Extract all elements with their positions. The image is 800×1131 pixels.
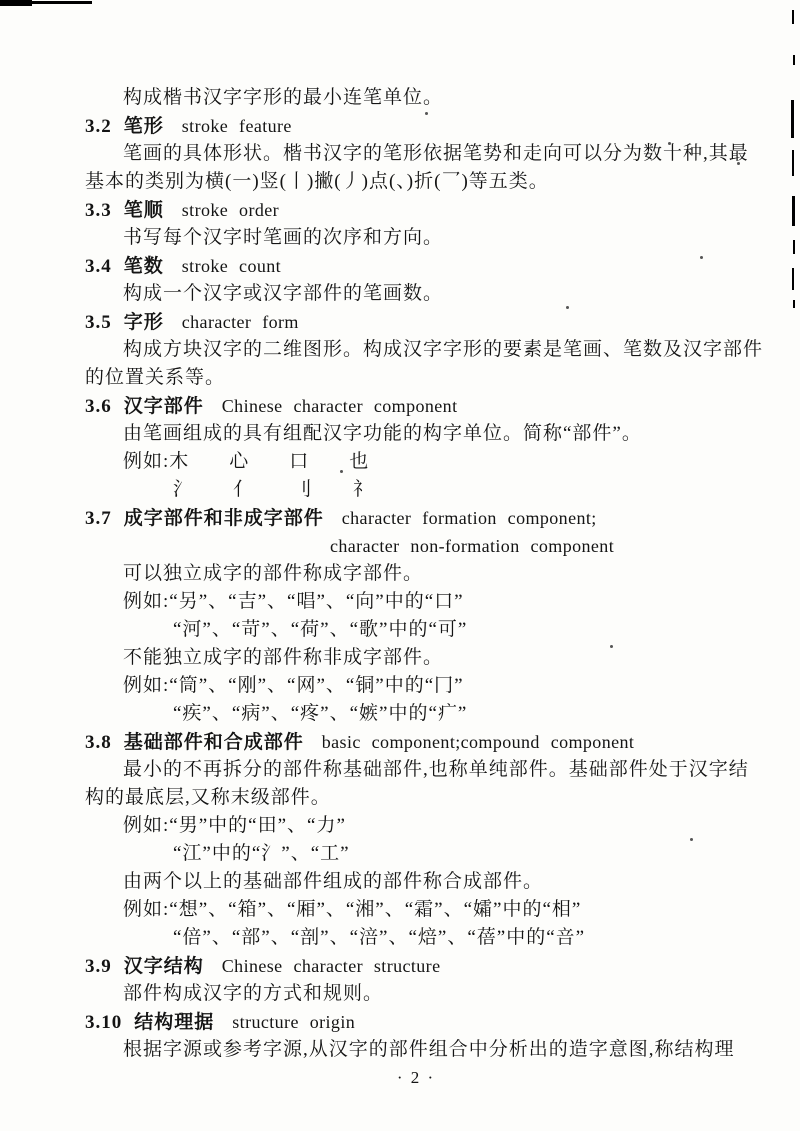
scan-artifact xyxy=(791,100,794,138)
body-line: 构的最底层,又称末级部件。 xyxy=(85,787,331,808)
body-line: 部件构成汉字的方式和规则。 xyxy=(123,983,384,1004)
section-term-en-continued: character non-formation component xyxy=(330,536,615,556)
body-line: 书写每个汉字时笔画的次序和方向。 xyxy=(123,227,444,248)
section-heading-3-3 xyxy=(85,196,747,224)
body-line: 构成方块汉字的二维图形。构成汉字字形的要素是笔画、笔数及汉字部件 xyxy=(123,339,764,360)
intro-line: 构成楷书汉字字形的最小连笔单位。 xyxy=(123,87,444,108)
section-term-en: stroke order xyxy=(181,200,280,220)
section-term-en: Chinese character structure xyxy=(221,956,441,976)
body-line: 最小的不再拆分的部件称基础部件,也称单纯部件。基础部件处于汉字结 xyxy=(123,759,749,780)
section-number: 3.3 xyxy=(85,200,112,221)
scan-artifact xyxy=(792,196,795,226)
example-line: 例如:“另”、“吉”、“唱”、“向”中的“口” xyxy=(123,591,464,612)
example-line: 例如:“筒”、“刚”、“网”、“铜”中的“冂” xyxy=(123,675,464,696)
section-number: 3.4 xyxy=(85,256,112,277)
section-heading-3-7 xyxy=(85,504,747,532)
section-number: 3.8 xyxy=(85,732,112,753)
section-term-zh: 笔顺 xyxy=(123,200,164,221)
body-line: 不能独立成字的部件称非成字部件。 xyxy=(123,647,444,668)
section-term-zh: 笔数 xyxy=(123,256,164,277)
example-line: “河”、“苛”、“荷”、“歌”中的“可” xyxy=(173,619,468,640)
section-term-zh: 笔形 xyxy=(123,116,164,137)
section-number: 3.10 xyxy=(85,1012,123,1033)
section-number: 3.6 xyxy=(85,396,112,417)
example-line: “倍”、“部”、“剖”、“涪”、“焙”、“蓓”中的“咅” xyxy=(173,927,586,948)
document-body xyxy=(85,84,764,1092)
scan-artifact xyxy=(792,268,794,290)
section-number: 3.5 xyxy=(85,312,112,333)
section-term-en: stroke count xyxy=(181,256,282,276)
section-number: 3.9 xyxy=(85,956,112,977)
scan-artifact xyxy=(793,55,795,65)
section-term-zh: 基础部件和合成部件 xyxy=(123,732,304,753)
section-heading-3-4 xyxy=(85,252,747,280)
body-line: 由两个以上的基础部件组成的部件称合成部件。 xyxy=(123,871,544,892)
section-term-en: basic component;compound component xyxy=(321,732,635,752)
section-term-en: character form xyxy=(181,312,299,332)
section-term-en: character formation component; xyxy=(341,508,597,528)
section-term-zh: 字形 xyxy=(123,312,164,333)
body-line: 由笔画组成的具有组配汉字功能的构字单位。简称“部件”。 xyxy=(123,423,642,444)
section-term-en: Chinese character component xyxy=(221,396,458,416)
section-heading-3-6 xyxy=(85,392,747,420)
body-line: 根据字源或参考字源,从汉字的部件组合中分析出的造字意图,称结构理 xyxy=(123,1039,735,1060)
section-number: 3.7 xyxy=(85,508,112,529)
section-term-zh: 汉字结构 xyxy=(123,956,204,977)
section-term-zh: 汉字部件 xyxy=(123,396,204,417)
example-line: 氵 亻 刂 礻 xyxy=(173,479,374,500)
scan-artifact xyxy=(30,1,92,4)
section-term-zh: 结构理据 xyxy=(134,1012,215,1033)
example-line: 例如:木 心 口 也 xyxy=(123,451,370,472)
body-line: 构成一个汉字或汉字部件的笔画数。 xyxy=(123,283,444,304)
body-line: 笔画的具体形状。楷书汉字的笔形依据笔势和走向可以分为数十种,其最 xyxy=(123,143,749,164)
body-line: 可以独立成字的部件称成字部件。 xyxy=(123,563,424,584)
section-term-en: structure origin xyxy=(232,1012,356,1032)
scan-artifact xyxy=(793,240,795,254)
section-number: 3.2 xyxy=(85,116,112,137)
page-number: · 2 · xyxy=(396,1068,436,1087)
example-line: 例如:“男”中的“田”、“力” xyxy=(123,815,346,836)
scan-artifact xyxy=(793,300,795,308)
example-line: 例如:“想”、“箱”、“厢”、“湘”、“霜”、“孀”中的“相” xyxy=(123,899,582,920)
example-line: “疾”、“病”、“疼”、“嫉”中的“疒” xyxy=(173,703,468,724)
example-line: “江”中的“氵”、“工” xyxy=(173,843,350,864)
body-line: 的位置关系等。 xyxy=(85,367,226,388)
section-heading-3-2 xyxy=(85,112,747,140)
section-heading-3-10 xyxy=(85,1008,747,1036)
section-heading-3-5 xyxy=(85,308,747,336)
section-heading-3-9 xyxy=(85,952,747,980)
body-line: 基本的类别为横(一)竖(丨)撇(丿)点(、)折(乛)等五类。 xyxy=(85,171,549,192)
section-term-zh: 成字部件和非成字部件 xyxy=(123,508,324,529)
scan-artifact xyxy=(792,150,794,176)
section-term-en: stroke feature xyxy=(181,116,292,136)
scan-artifact xyxy=(0,0,32,6)
section-heading-3-8 xyxy=(85,728,747,756)
scan-artifact xyxy=(792,10,794,24)
